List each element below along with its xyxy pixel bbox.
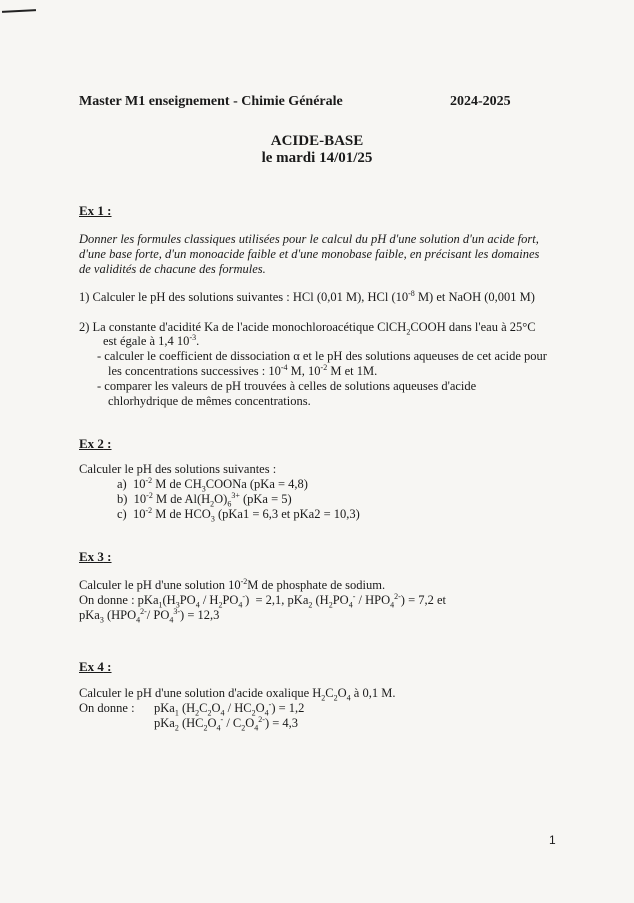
ex1-bullet-2-line-2: chlorhydrique de mêmes concentrations. (108, 394, 311, 408)
ex4-pka1: pKa$_1$ $(H_2C_2O_4 / HC_2O_4^-) = 1,2$ (154, 699, 305, 718)
ex4-pka2: pKa$_2$ $(HC_2O_4^- / C_2O_4^{2-}) = 4,3$ (154, 714, 299, 733)
ex1-bullet-2-line-1: - comparer les valeurs de pH trouvées à celles de solutions aqueuses d'acide (97, 379, 477, 393)
ex3-line-1: Calculer le pH d'une solution $10^{-2}M$ de phosphate de sodium. (79, 576, 386, 592)
ex4-given-label: On donne : (79, 701, 135, 715)
ex4-line-1: Calculer le pH d'une solution d'acide oxalique $H_2C_2O_4$ à 0,1 M. (79, 686, 396, 703)
ex4-heading: Ex 4 : (79, 659, 112, 674)
ex1-question-1: 1) Calculer le pH des solutions suivantes : HCl (0,01 M), HCl ($10^{-8}$ M) et NaOH (0,001 M) (79, 288, 535, 304)
ex1-bullet-1-line-1: - calculer le coefficient de dissociation α et le pH des solutions aqueuses de cet acide pour (97, 349, 547, 363)
ex2-item-b: b) $10^{-2}$ M de $Al(H_2O)_6^{3+}$ (pKa = 5) (117, 490, 292, 509)
scan-mark (2, 9, 36, 13)
course-title: Master M1 enseignement - Chimie Générale (79, 94, 343, 109)
ex2-intro: Calculer le pH des solutions suivantes : (79, 462, 277, 476)
ex2-item-c: c) $10^{-2}$ M de $HCO_3$ (pKa1 = 6,3 et pKa2 = 10,3) (117, 505, 360, 524)
academic-year: 2024-2025 (450, 94, 511, 109)
ex1-heading: Ex 1 : (79, 203, 112, 218)
ex3-line-2: On donne : $pKa_1(H_3PO_4 / H_2PO_4^-) = 2,1$, pKa$_2$ $(H_2PO_4^- / HPO_4^{2-}) = 7,2$ et (79, 591, 447, 610)
ex1-intro-line-3: de validités de chacune des formules. (79, 262, 266, 276)
ex3-line-3: pKa$_3$ ($HPO_4^{2-}/$ $PO_4^{3-}) = 12,3$ (79, 606, 220, 625)
ex1-bullet-1-line-2: les concentrations successives : $10^{-4}$ M, $10^{-2}$ M et 1M. (108, 362, 378, 378)
ex1-intro-line-1: Donner les formules classiques utilisées pour le calcul du pH d'une solution d'un acide fort, (79, 232, 539, 246)
ex3-heading: Ex 3 : (79, 549, 112, 564)
page-number: 1 (549, 833, 556, 847)
ex1-question-2-line-2: est égale à 1,4 $10^{-3}$. (103, 332, 200, 348)
ex2-heading: Ex 2 : (79, 436, 112, 451)
ex2-item-a: a) $10^{-2}$ M de $CH_3COONa$ (pKa = 4,8) (117, 475, 308, 494)
ex1-question-2-line-1: 2) La constante d'acidité Ka de l'acide monochloroacétique ClCH$_2$COOH dans l'eau à 25°C (79, 320, 536, 337)
exam-date: le mardi 14/01/25 (261, 150, 373, 166)
ex1-intro-line-2: d'une base forte, d'un monoacide faible et d'une monobase faible, en précisant les domaines (79, 247, 540, 261)
page-title: ACIDE-BASE (270, 133, 364, 149)
